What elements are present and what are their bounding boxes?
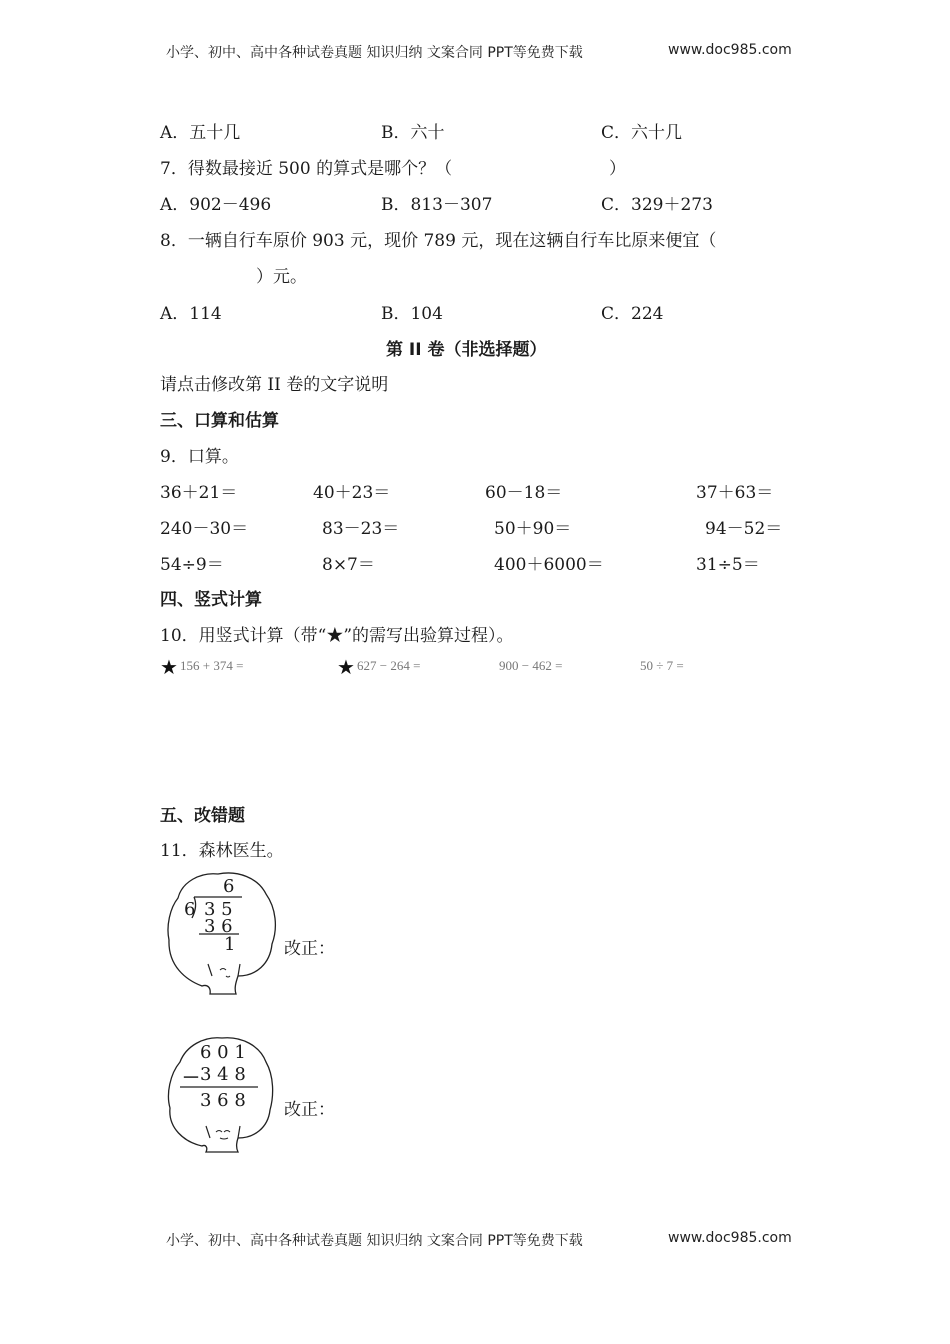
tree1-quotient: 6 (223, 876, 235, 897)
correction-label: 改正： (284, 939, 335, 959)
part2-title: 第 II 卷（非选择题） (386, 340, 547, 360)
vertical-calc-item: 156 + 374 = (180, 658, 244, 673)
tree-division-illustration (166, 868, 278, 998)
header-url[interactable]: www.doc985.com (668, 42, 792, 58)
tree1-remainder: 1 (224, 934, 236, 955)
q6-option-b: B．六十 (381, 123, 445, 143)
section5-title: 五、改错题 (160, 806, 245, 826)
star-icon: ★ (337, 655, 355, 679)
tree1-dividend: 3 5 (204, 899, 233, 920)
q8-stem: 8．一辆自行车原价 903 元，现价 789 元，现在这辆自行车比原来便宜（ (160, 231, 717, 251)
mental-calc-item: 31÷5＝ (696, 555, 760, 575)
q11-stem: 11．森林医生。 (160, 841, 284, 861)
q9-stem: 9．口算。 (160, 447, 239, 467)
vertical-calc-item: 50 ÷ 7 = (640, 658, 684, 673)
q10-stem: 10．用竖式计算（带“★”的需写出验算过程）。 (160, 626, 514, 646)
mental-calc-item: 54÷9＝ (160, 555, 224, 575)
mental-calc-item: 40＋23＝ (313, 483, 391, 503)
part2-note[interactable]: 请点击修改第 II 卷的文字说明 (160, 375, 389, 395)
footer-text: 小学、初中、高中各种试卷真题 知识归纳 文案合同 PPT等免费下载 (166, 1233, 583, 1249)
q7-option-c: C．329＋273 (601, 195, 713, 215)
mental-calc-item: 36＋21＝ (160, 483, 238, 503)
q6-option-a: A．五十几 (160, 123, 241, 143)
vertical-calc-item: 900 − 462 = (499, 658, 563, 673)
q7-stem: 7．得数最接近 500 的算式是哪个？（ (160, 159, 453, 179)
header-text: 小学、初中、高中各种试卷真题 知识归纳 文案合同 PPT等免费下载 (166, 45, 583, 61)
q8-option-c: C．224 (601, 304, 664, 324)
mental-calc-item: 37＋63＝ (696, 483, 774, 503)
section3-title: 三、口算和估算 (160, 411, 279, 431)
vertical-calc-item: 627 − 264 = (357, 658, 421, 673)
tree2-result: 3 6 8 (200, 1090, 246, 1111)
mental-calc-item: 8×7＝ (322, 555, 375, 575)
mental-calc-item: 50＋90＝ (494, 519, 572, 539)
q7-option-a: A．902－496 (160, 195, 272, 215)
tree-subtraction-illustration (166, 1034, 276, 1156)
footer-url[interactable]: www.doc985.com (668, 1230, 792, 1246)
tree1-divisor: 6 (184, 899, 196, 920)
q8-option-b: B．104 (381, 304, 443, 324)
mental-calc-item: 400＋6000＝ (494, 555, 604, 575)
section4-title: 四、竖式计算 (160, 590, 262, 610)
tree1-product: 3 6 (204, 916, 233, 937)
correction-label: 改正： (284, 1100, 335, 1120)
mental-calc-item: 83－23＝ (322, 519, 400, 539)
star-icon: ★ (160, 655, 178, 679)
mental-calc-item: 240－30＝ (160, 519, 249, 539)
tree2-subtrahend: 3 4 8 (200, 1064, 246, 1085)
tree2-top-number: 6 0 1 (200, 1042, 246, 1063)
mental-calc-item: 94－52＝ (705, 519, 783, 539)
tree2-minus-sign: － (182, 1068, 200, 1089)
q6-option-c: C．六十几 (601, 123, 683, 143)
q8-stem-2: ）元。 (256, 267, 307, 287)
q8-option-a: A．114 (160, 304, 222, 324)
q7-option-b: B．813－307 (381, 195, 493, 215)
mental-calc-item: 60－18＝ (485, 483, 563, 503)
q7-paren-close: ） (609, 159, 626, 179)
